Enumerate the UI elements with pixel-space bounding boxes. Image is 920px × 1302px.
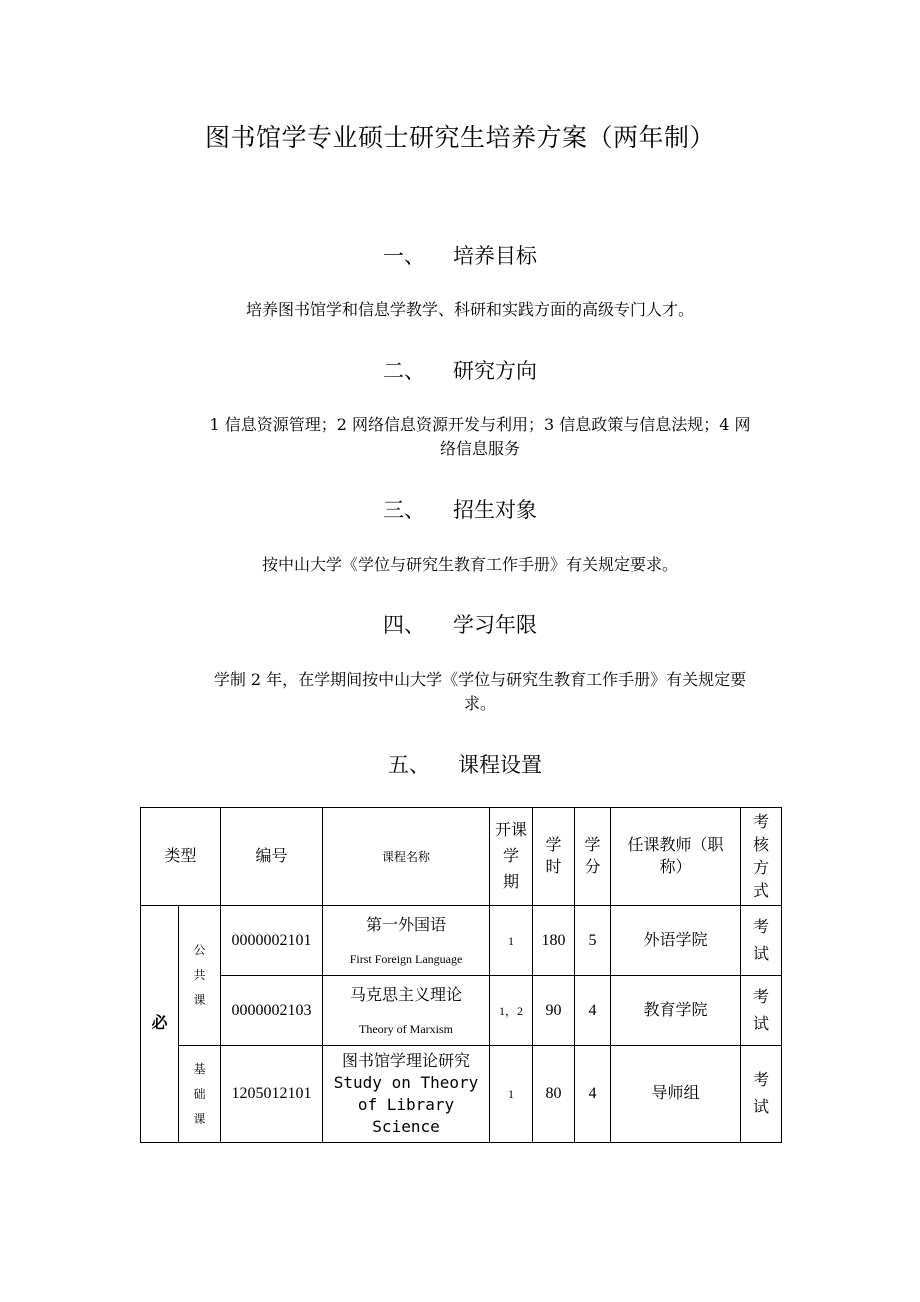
table-row bbox=[141, 976, 782, 1046]
section-body-directions bbox=[150, 413, 810, 461]
header-text: 学 bbox=[503, 847, 520, 865]
course-name bbox=[323, 906, 490, 976]
course-teacher: 导师组 bbox=[611, 1046, 741, 1143]
header-text: 期 bbox=[503, 873, 520, 891]
section-title: 学习年限 bbox=[453, 613, 537, 637]
section-number: 一、 bbox=[383, 244, 425, 268]
section-title: 招生对象 bbox=[453, 498, 537, 522]
section-number: 五、 bbox=[388, 753, 430, 777]
header-semester bbox=[490, 808, 533, 906]
header-exam bbox=[741, 808, 782, 906]
course-credits: 5 bbox=[575, 906, 611, 976]
course-code: 0000002103 bbox=[221, 976, 323, 1046]
course-name-en: First Foreign Language bbox=[349, 951, 463, 966]
group-basic bbox=[179, 1046, 221, 1143]
section-body-goals: 培养图书馆学和信息学教学、科研和实践方面的高级专门人才。 bbox=[245, 300, 694, 319]
course-exam bbox=[741, 906, 782, 976]
exam-char: 试 bbox=[753, 1015, 770, 1033]
course-semester: 1 bbox=[490, 906, 533, 976]
header-text: 考 bbox=[753, 813, 770, 831]
body-line: 求。 bbox=[463, 694, 496, 713]
section-heading-directions bbox=[0, 355, 920, 385]
course-name-en: Theory of Marxism bbox=[359, 1021, 453, 1036]
header-course-name: 课程名称 bbox=[323, 808, 490, 906]
header-credits bbox=[575, 808, 611, 906]
course-teacher: 教育学院 bbox=[611, 976, 741, 1046]
course-name-line: 图书馆学理论研究 bbox=[342, 1051, 471, 1070]
exam-char: 考 bbox=[753, 1072, 770, 1089]
header-type: 类型 bbox=[141, 808, 221, 906]
exam-char: 考 bbox=[753, 988, 770, 1006]
course-semester: 1，2 bbox=[490, 976, 533, 1046]
body-line: 学制 2 年，在学期间按中山大学《学位与研究生教育工作手册》有关规定要 bbox=[213, 670, 747, 689]
table-header-row bbox=[141, 808, 782, 906]
header-text: 学 bbox=[545, 836, 562, 854]
course-name bbox=[323, 976, 490, 1046]
section-number: 二、 bbox=[383, 359, 425, 383]
body-line: 1 信息资源管理；2 网络信息资源开发与利用；3 信息政策与信息法规；4 网 bbox=[209, 415, 751, 434]
course-code: 0000002101 bbox=[221, 906, 323, 976]
course-name-cn: 第一外国语 bbox=[366, 916, 447, 934]
course-name-cn: 马克思主义理论 bbox=[350, 986, 463, 1004]
header-text: 任课教师（职 bbox=[627, 836, 724, 854]
group-char: 共 bbox=[193, 968, 206, 982]
section-title: 研究方向 bbox=[453, 359, 537, 383]
course-credits: 4 bbox=[575, 1046, 611, 1143]
body-line: 络信息服务 bbox=[439, 439, 520, 458]
group-char: 课 bbox=[193, 993, 206, 1007]
header-teacher bbox=[611, 808, 741, 906]
exam-char: 试 bbox=[753, 1099, 770, 1116]
section-title: 课程设置 bbox=[458, 753, 542, 777]
exam-char: 考 bbox=[753, 918, 770, 936]
group-char: 基 bbox=[193, 1061, 206, 1076]
section-number: 四、 bbox=[383, 613, 425, 637]
course-name bbox=[323, 1046, 490, 1143]
course-hours: 180 bbox=[533, 906, 575, 976]
section-number: 三、 bbox=[383, 498, 425, 522]
course-code: 1205012101 bbox=[221, 1046, 323, 1143]
group-char: 础 bbox=[193, 1086, 206, 1101]
header-text: 称） bbox=[659, 858, 692, 876]
category-required: 必 bbox=[141, 906, 179, 1143]
course-name-line: of Library bbox=[357, 1095, 455, 1114]
header-text: 方 bbox=[753, 859, 770, 877]
section-title: 培养目标 bbox=[453, 244, 537, 268]
group-char: 课 bbox=[193, 1111, 206, 1126]
course-name-line: Study on Theory bbox=[333, 1073, 479, 1092]
section-body-admission: 按中山大学《学位与研究生教育工作手册》有关规定要求。 bbox=[261, 555, 678, 574]
section-heading-duration bbox=[0, 609, 920, 639]
header-text: 开课 bbox=[495, 821, 528, 839]
header-text: 时 bbox=[545, 858, 562, 876]
header-hours bbox=[533, 808, 575, 906]
section-heading-courses bbox=[5, 749, 920, 779]
course-table bbox=[140, 807, 782, 1143]
table-row bbox=[141, 1046, 782, 1143]
header-code: 编号 bbox=[221, 808, 323, 906]
header-text: 学 bbox=[584, 836, 601, 854]
section-heading-admission bbox=[0, 494, 920, 524]
header-text: 核 bbox=[753, 836, 770, 854]
exam-char: 试 bbox=[753, 945, 770, 963]
course-hours: 90 bbox=[533, 976, 575, 1046]
header-text: 式 bbox=[753, 882, 770, 900]
section-heading-goals bbox=[0, 240, 920, 270]
course-name-line: Science bbox=[372, 1117, 440, 1136]
group-char: 公 bbox=[193, 943, 206, 957]
course-exam bbox=[741, 976, 782, 1046]
course-hours: 80 bbox=[533, 1046, 575, 1143]
course-semester: 1 bbox=[490, 1046, 533, 1143]
course-exam bbox=[741, 1046, 782, 1143]
table-row bbox=[141, 906, 782, 976]
course-credits: 4 bbox=[575, 976, 611, 1046]
header-text: 分 bbox=[584, 858, 601, 876]
course-teacher: 外语学院 bbox=[611, 906, 741, 976]
group-public bbox=[179, 906, 221, 1046]
section-body-duration bbox=[150, 668, 810, 716]
page-title: 图书馆学专业硕士研究生培养方案（两年制） bbox=[204, 123, 715, 152]
